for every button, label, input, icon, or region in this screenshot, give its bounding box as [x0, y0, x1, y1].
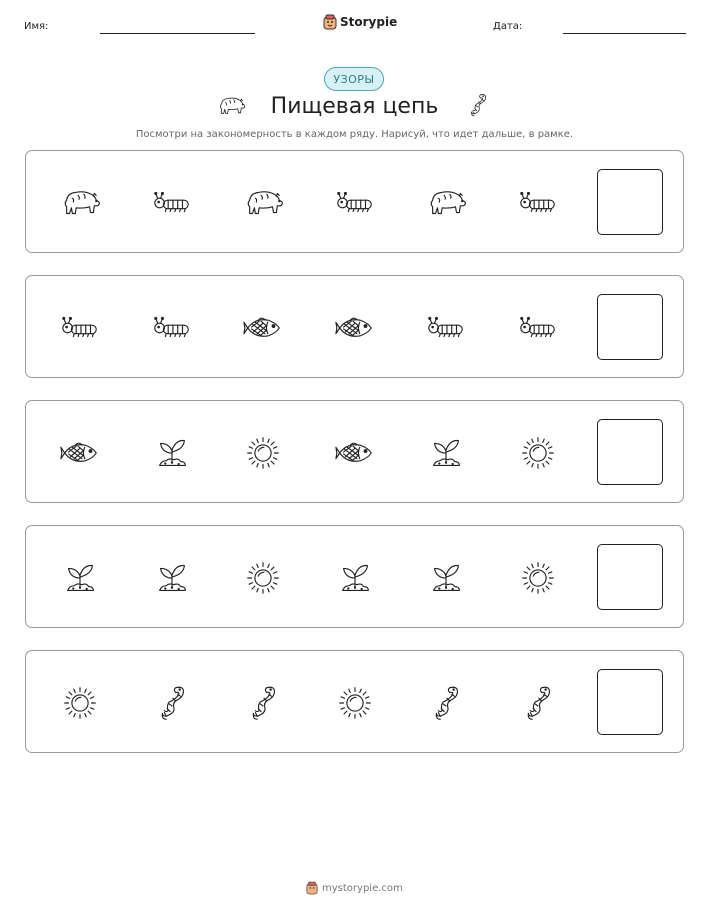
footer-url[interactable]: mystorypie.com	[322, 882, 403, 894]
bear-icon	[424, 184, 468, 222]
pattern-row	[25, 400, 684, 503]
pattern-row	[25, 525, 684, 628]
answer-box[interactable]	[597, 544, 663, 610]
caterpillar-icon	[516, 309, 560, 347]
caterpillar-icon	[58, 309, 102, 347]
sprout-icon	[150, 434, 194, 472]
answer-box[interactable]	[597, 169, 663, 235]
answer-box[interactable]	[597, 669, 663, 735]
answer-box[interactable]	[597, 419, 663, 485]
caterpillar-icon	[516, 184, 560, 222]
caterpillar-icon	[150, 184, 194, 222]
answer-box[interactable]	[597, 294, 663, 360]
pattern-row	[25, 275, 684, 378]
sun-icon	[241, 559, 285, 597]
fish-icon	[333, 434, 377, 472]
bear-icon	[241, 184, 285, 222]
sprout-icon	[424, 559, 468, 597]
pattern-row	[25, 150, 684, 253]
brand-name: Storypie	[340, 15, 398, 29]
sun-icon	[516, 559, 560, 597]
category-badge: УЗОРЫ	[324, 67, 384, 91]
page-title: Пищевая цепь	[270, 94, 439, 119]
fish-icon	[333, 309, 377, 347]
name-label: Имя:	[24, 21, 49, 32]
pattern-row	[25, 650, 684, 753]
name-field[interactable]	[100, 33, 255, 34]
sprout-icon	[58, 559, 102, 597]
sun-icon	[333, 684, 377, 722]
date-label: Дата:	[493, 21, 523, 32]
sprout-icon	[150, 559, 194, 597]
sprout-icon	[424, 434, 468, 472]
sun-icon	[241, 434, 285, 472]
fish-icon	[241, 309, 285, 347]
caterpillar-icon	[424, 309, 468, 347]
storypie-mascot-icon	[306, 881, 318, 895]
storypie-mascot-icon	[323, 14, 337, 30]
caterpillar-icon	[333, 184, 377, 222]
sun-icon	[58, 684, 102, 722]
worm-icon	[150, 684, 194, 722]
sun-icon	[516, 434, 560, 472]
worm-icon	[516, 684, 560, 722]
worm-icon	[464, 91, 492, 119]
fish-icon	[58, 434, 102, 472]
date-field[interactable]	[563, 33, 686, 34]
bear-icon	[58, 184, 102, 222]
sprout-icon	[333, 559, 377, 597]
footer	[306, 881, 403, 895]
worm-icon	[241, 684, 285, 722]
instruction-text: Посмотри на закономерность в каждом ряду. Нарисуй, что идет дальше, в рамке.	[135, 129, 574, 140]
caterpillar-icon	[150, 309, 194, 347]
worm-icon	[424, 684, 468, 722]
brand-logo	[323, 14, 397, 30]
